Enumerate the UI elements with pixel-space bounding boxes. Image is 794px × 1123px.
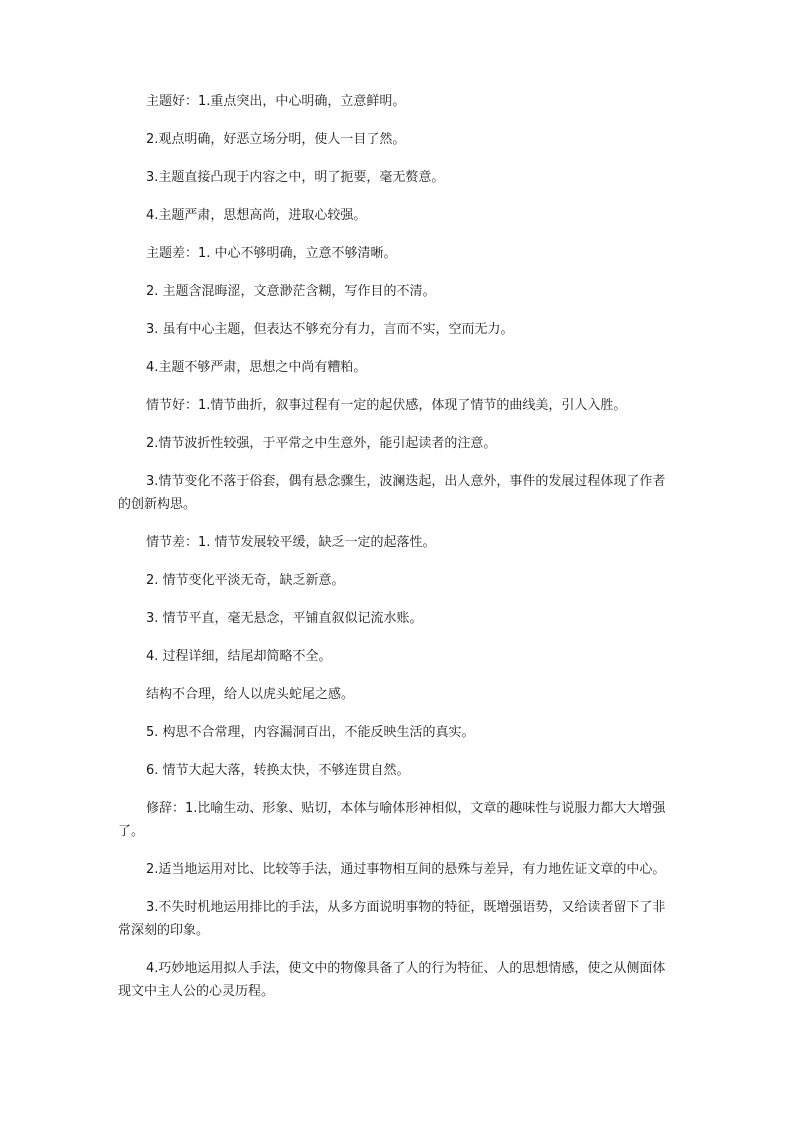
paragraph-rhetoric-4: 4.巧妙地运用拟人手法，使文中的物像具备了人的行为特征、人的思想情感，使之从侧面体现文中主人公的心灵历程。 <box>118 961 666 999</box>
paragraph-rhetoric-2: 2.适当地运用对比、比较等手法，通过事物相互间的悬殊与差异，有力地佐证文章的中心。 <box>146 862 666 877</box>
paragraph-theme-good-3: 3.主题直接凸现于内容之中，明了扼要，毫无赘意。 <box>146 170 445 185</box>
paragraph-theme-bad-3: 3. 虽有中心主题，但表达不够充分有力，言而不实，空而无力。 <box>146 322 514 337</box>
paragraph-theme-good-2: 2.观点明确，好恶立场分明，使人一目了然。 <box>146 132 406 147</box>
paragraph-plot-bad-1: 情节差：1. 情节发展较平缓，缺乏一定的起落性。 <box>146 535 436 550</box>
paragraph-plot-good-3: 3.情节变化不落于俗套，偶有悬念骤生，波澜迭起，出人意外，事件的发展过程体现了作者的创新构思。 <box>118 474 666 512</box>
paragraph-rhetoric-1: 修辞：1.比喻生动、形象、贴切，本体与喻体形神相似，文章的趣味性与说服力都大大增强了。 <box>118 801 666 839</box>
paragraph-theme-bad-4: 4.主题不够严肃，思想之中尚有糟粕。 <box>146 360 367 375</box>
paragraph-plot-bad-4: 4. 过程详细，结尾却简略不全。 <box>146 649 332 664</box>
paragraph-plot-bad-3: 3. 情节平直，毫无悬念，平铺直叙似记流水账。 <box>146 611 423 626</box>
paragraph-theme-good-4: 4.主题严肃，思想高尚，进取心较强。 <box>146 208 367 223</box>
paragraph-plot-bad-2: 2. 情节变化平淡无奇，缺乏新意。 <box>146 573 345 588</box>
paragraph-plot-bad-5: 5. 构思不合常理，内容漏洞百出，不能反映生活的真实。 <box>146 725 475 740</box>
document-body <box>118 90 678 1018</box>
paragraph-plot-bad-6: 6. 情节大起大落，转换太快，不够连贯自然。 <box>146 763 410 778</box>
paragraph-rhetoric-3: 3.不失时机地运用排比的手法，从多方面说明事物的特征，既增强语势，又给读者留下了非常深刻的印象。 <box>118 900 666 938</box>
paragraph-plot-good-2: 2.情节波折性较强，于平常之中生意外，能引起读者的注意。 <box>146 436 497 451</box>
paragraph-plot-good-1: 情节好：1.情节曲折，叙事过程有一定的起伏感，体现了情节的曲线美，引人入胜。 <box>146 398 627 413</box>
paragraph-theme-bad-2: 2. 主题含混晦涩，文意渺茫含糊，写作目的不清。 <box>146 284 436 299</box>
paragraph-theme-bad-1: 主题差：1. 中心不够明确，立意不够清晰。 <box>146 246 397 261</box>
paragraph-structure: 结构不合理，给人以虎头蛇尾之感。 <box>146 687 355 702</box>
paragraph-theme-good-1: 主题好：1.重点突出，中心明确，立意鲜明。 <box>146 94 406 109</box>
